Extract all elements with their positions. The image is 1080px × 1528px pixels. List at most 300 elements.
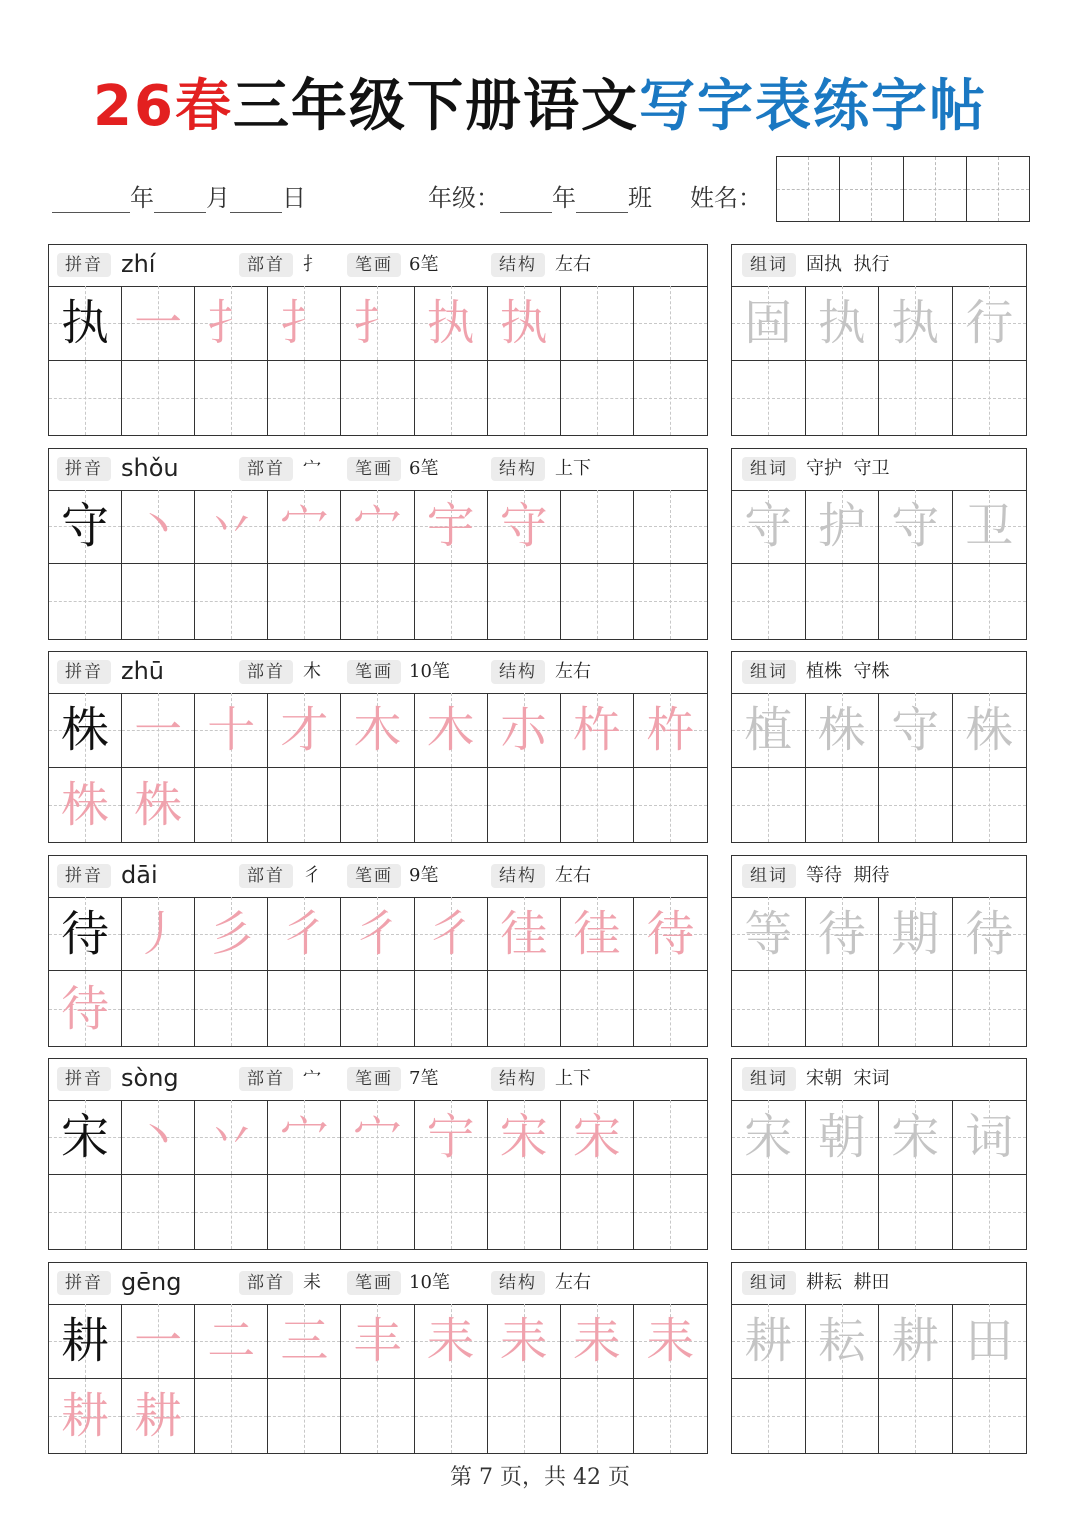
stroke-step-cell[interactable] xyxy=(341,897,414,972)
words-block xyxy=(731,855,1027,1047)
stroke-step-cell[interactable] xyxy=(268,897,341,972)
words-header xyxy=(732,1263,1026,1305)
writing-cell[interactable] xyxy=(634,564,707,639)
stroke-step-cell[interactable] xyxy=(122,768,195,843)
trace-word-cell[interactable] xyxy=(879,490,953,565)
trace-word-cell[interactable] xyxy=(806,1304,880,1379)
pinyin-value: zhí xyxy=(121,250,156,278)
stroke-step-cell[interactable] xyxy=(415,1304,488,1379)
writing-cell[interactable] xyxy=(415,768,488,843)
stroke-step-cell[interactable] xyxy=(634,1304,707,1379)
stroke-step-cell[interactable] xyxy=(488,1100,561,1175)
writing-cell[interactable] xyxy=(488,1175,561,1250)
writing-cell[interactable] xyxy=(561,971,634,1046)
stroke-step-cell[interactable] xyxy=(195,1304,268,1379)
char-info-header xyxy=(49,856,707,898)
words-grid xyxy=(732,1100,1026,1249)
character-glyph: 二 xyxy=(207,1312,256,1369)
structure-tag: 结构 xyxy=(491,1271,545,1295)
character-glyph: 守 xyxy=(891,701,940,758)
stroke-step-cell[interactable] xyxy=(195,1100,268,1175)
trace-word-cell[interactable] xyxy=(732,490,806,565)
character-glyph: 杵 xyxy=(572,701,621,758)
character-glyph: 词 xyxy=(965,1109,1014,1166)
writing-cell[interactable] xyxy=(634,971,707,1046)
writing-cell[interactable] xyxy=(634,361,707,436)
pinyin-value: shǒu xyxy=(121,453,179,482)
writing-cell[interactable] xyxy=(561,490,634,565)
trace-word-cell[interactable] xyxy=(953,897,1027,972)
strokes-value: 10笔 xyxy=(409,661,450,683)
trace-word-cell[interactable] xyxy=(732,693,806,768)
character-glyph: 执 xyxy=(499,294,548,351)
trace-word-cell[interactable] xyxy=(806,1100,880,1175)
character-glyph: 待 xyxy=(61,980,110,1037)
stroke-step-cell[interactable] xyxy=(122,693,195,768)
stroke-step-cell[interactable] xyxy=(488,1304,561,1379)
radical-value: 宀 xyxy=(303,1068,321,1090)
writing-cell[interactable] xyxy=(488,768,561,843)
day-blank[interactable] xyxy=(230,186,282,213)
writing-cell[interactable] xyxy=(953,361,1027,436)
stroke-step-cell[interactable] xyxy=(561,693,634,768)
character-glyph: 耕 xyxy=(891,1312,940,1369)
words-block xyxy=(731,1058,1027,1250)
writing-cell[interactable] xyxy=(806,1379,880,1454)
words-value: 固执 执行 xyxy=(806,254,890,275)
char-block xyxy=(48,1058,708,1250)
name-boxes[interactable] xyxy=(776,156,1030,222)
writing-cell[interactable] xyxy=(806,971,880,1046)
writing-cell[interactable] xyxy=(806,361,880,436)
character-glyph: 耒 xyxy=(426,1312,475,1369)
stroke-step-cell[interactable] xyxy=(415,897,488,972)
writing-cell[interactable] xyxy=(268,768,341,843)
trace-word-cell[interactable] xyxy=(732,286,806,361)
radical-value: 木 xyxy=(303,661,321,683)
stroke-step-cell[interactable] xyxy=(195,490,268,565)
writing-cell[interactable] xyxy=(341,971,414,1046)
strokes-tag: 笔画 xyxy=(347,864,401,888)
stroke-step-cell[interactable] xyxy=(122,897,195,972)
stroke-step-cell[interactable] xyxy=(634,693,707,768)
day-label: 日 xyxy=(282,184,306,212)
words-value: 宋朝 宋词 xyxy=(806,1068,890,1090)
character-glyph: 待 xyxy=(61,905,110,962)
character-glyph: 彳 xyxy=(353,905,402,962)
writing-cell[interactable] xyxy=(879,1175,953,1250)
writing-cell[interactable] xyxy=(122,361,195,436)
trace-word-cell[interactable] xyxy=(953,1304,1027,1379)
structure-value: 左右 xyxy=(555,254,591,275)
character-glyph: 执 xyxy=(426,294,475,351)
structure-value: 上下 xyxy=(555,457,591,479)
writing-cell[interactable] xyxy=(195,768,268,843)
words-header xyxy=(732,856,1026,898)
stroke-step-cell[interactable] xyxy=(415,1100,488,1175)
stroke-step-cell[interactable] xyxy=(268,693,341,768)
trace-word-cell[interactable] xyxy=(732,1100,806,1175)
writing-cell[interactable] xyxy=(806,564,880,639)
words-grid xyxy=(732,897,1026,1046)
character-glyph: 才 xyxy=(280,701,329,758)
character-glyph: 等 xyxy=(744,905,793,962)
strokes-tag: 笔画 xyxy=(347,457,401,481)
trace-word-cell[interactable] xyxy=(806,897,880,972)
stroke-step-cell[interactable] xyxy=(488,897,561,972)
character-glyph: 十 xyxy=(207,701,256,758)
character-glyph: 扌 xyxy=(207,294,256,351)
character-glyph: 固 xyxy=(744,294,793,351)
char-info-header xyxy=(49,449,707,491)
radical-tag: 部首 xyxy=(239,457,293,481)
name-box[interactable] xyxy=(840,157,903,221)
character-glyph: 徍 xyxy=(572,905,621,962)
title-part1: 26春 xyxy=(93,74,233,139)
writing-cell[interactable] xyxy=(415,1175,488,1250)
writing-cell[interactable] xyxy=(561,768,634,843)
char-block xyxy=(48,651,708,843)
writing-cell[interactable] xyxy=(732,971,806,1046)
strokes-tag: 笔画 xyxy=(347,253,401,277)
trace-word-cell[interactable] xyxy=(953,490,1027,565)
character-glyph: 三 xyxy=(280,1312,329,1369)
radical-value: 耒 xyxy=(303,1272,321,1293)
stroke-step-cell[interactable] xyxy=(122,1100,195,1175)
writing-cell[interactable] xyxy=(561,1175,634,1250)
pinyin-tag: 拼音 xyxy=(57,253,111,277)
character-glyph: 株 xyxy=(134,776,183,833)
stroke-step-cell[interactable] xyxy=(341,1304,414,1379)
writing-cell[interactable] xyxy=(634,1100,707,1175)
writing-cell[interactable] xyxy=(732,1379,806,1454)
char-block xyxy=(48,855,708,1047)
name-label: 姓名： xyxy=(690,184,762,212)
trace-word-cell[interactable] xyxy=(806,286,880,361)
character-glyph: 宀 xyxy=(353,1109,402,1166)
writing-cell[interactable] xyxy=(806,768,880,843)
stroke-step-cell[interactable] xyxy=(341,1100,414,1175)
title-part2: 三年级下册语文 xyxy=(232,74,639,139)
character-glyph: 朝 xyxy=(817,1109,866,1166)
character-glyph: 守 xyxy=(499,498,548,555)
writing-cell[interactable] xyxy=(195,1175,268,1250)
character-glyph: 彡 xyxy=(207,905,256,962)
writing-cell[interactable] xyxy=(268,361,341,436)
writing-cell[interactable] xyxy=(953,971,1027,1046)
writing-cell[interactable] xyxy=(634,1175,707,1250)
model-character[interactable] xyxy=(49,1100,122,1175)
character-glyph: 守 xyxy=(744,498,793,555)
writing-cell[interactable] xyxy=(195,361,268,436)
writing-cell[interactable] xyxy=(268,971,341,1046)
stroke-step-cell[interactable] xyxy=(415,490,488,565)
model-character[interactable] xyxy=(49,897,122,972)
character-glyph: 耒 xyxy=(572,1312,621,1369)
name-box[interactable] xyxy=(967,157,1029,221)
trace-word-cell[interactable] xyxy=(879,897,953,972)
words-grid xyxy=(732,286,1026,435)
pinyin-tag: 拼音 xyxy=(57,457,111,481)
pinyin-tag: 拼音 xyxy=(57,1067,111,1091)
date-fields xyxy=(52,178,306,213)
structure-value: 上下 xyxy=(555,1068,591,1090)
title-part3: 写字表练字帖 xyxy=(638,74,987,139)
stroke-step-cell[interactable] xyxy=(268,490,341,565)
strokes-tag: 笔画 xyxy=(347,1271,401,1295)
trace-word-cell[interactable] xyxy=(806,490,880,565)
character-glyph: 宀 xyxy=(280,1109,329,1166)
writing-cell[interactable] xyxy=(341,1175,414,1250)
radical-tag: 部首 xyxy=(239,1067,293,1091)
character-glyph: 株 xyxy=(61,776,110,833)
character-glyph: 守 xyxy=(891,498,940,555)
character-glyph: 木 xyxy=(426,701,475,758)
year-blank[interactable] xyxy=(52,186,130,213)
trace-word-cell[interactable] xyxy=(732,1304,806,1379)
writing-cell[interactable] xyxy=(561,564,634,639)
stroke-step-cell[interactable] xyxy=(122,1304,195,1379)
stroke-step-cell[interactable] xyxy=(488,490,561,565)
writing-cell[interactable] xyxy=(806,1175,880,1250)
pinyin-value: dāi xyxy=(121,860,158,889)
stroke-step-cell[interactable] xyxy=(634,897,707,972)
character-glyph: 行 xyxy=(965,294,1014,351)
char-info-header xyxy=(49,245,707,287)
practice-grid xyxy=(49,490,707,639)
writing-cell[interactable] xyxy=(634,1379,707,1454)
character-glyph: 丷 xyxy=(207,1109,256,1166)
stroke-step-cell[interactable] xyxy=(268,1304,341,1379)
structure-tag: 结构 xyxy=(491,457,545,481)
writing-cell[interactable] xyxy=(488,361,561,436)
stroke-step-cell[interactable] xyxy=(122,286,195,361)
stroke-step-cell[interactable] xyxy=(341,693,414,768)
month-blank[interactable] xyxy=(154,186,206,213)
radical-value: 宀 xyxy=(303,457,321,479)
writing-cell[interactable] xyxy=(879,1379,953,1454)
structure-value: 左右 xyxy=(555,864,591,886)
writing-cell[interactable] xyxy=(341,1379,414,1454)
stroke-step-cell[interactable] xyxy=(415,693,488,768)
words-block xyxy=(731,651,1027,843)
character-glyph: 宇 xyxy=(426,498,475,555)
character-glyph: 徍 xyxy=(499,905,548,962)
writing-cell[interactable] xyxy=(49,564,122,639)
stroke-step-cell[interactable] xyxy=(49,971,122,1046)
stroke-step-cell[interactable] xyxy=(195,897,268,972)
stroke-step-cell[interactable] xyxy=(268,286,341,361)
writing-cell[interactable] xyxy=(488,1379,561,1454)
stroke-step-cell[interactable] xyxy=(488,286,561,361)
writing-cell[interactable] xyxy=(122,971,195,1046)
stroke-step-cell[interactable] xyxy=(415,286,488,361)
pinyin-value: gēng xyxy=(121,1268,182,1296)
writing-cell[interactable] xyxy=(488,971,561,1046)
practice-grid xyxy=(49,693,707,842)
words-tag: 组词 xyxy=(742,253,796,277)
trace-word-cell[interactable] xyxy=(879,693,953,768)
writing-cell[interactable] xyxy=(268,1175,341,1250)
character-glyph: 朩 xyxy=(499,701,548,758)
writing-cell[interactable] xyxy=(732,768,806,843)
words-value: 耕耘 耕田 xyxy=(806,1272,890,1293)
character-glyph: 一 xyxy=(134,294,183,351)
character-glyph: 耘 xyxy=(817,1312,866,1369)
practice-grid xyxy=(49,286,707,435)
strokes-value: 9笔 xyxy=(409,864,439,886)
character-glyph: 执 xyxy=(891,294,940,351)
writing-cell[interactable] xyxy=(634,768,707,843)
writing-cell[interactable] xyxy=(561,286,634,361)
char-block xyxy=(48,448,708,640)
stroke-step-cell[interactable] xyxy=(122,1379,195,1454)
page-title xyxy=(0,72,1080,142)
trace-word-cell[interactable] xyxy=(879,286,953,361)
grade-label: 年级： xyxy=(428,184,500,212)
writing-cell[interactable] xyxy=(561,1379,634,1454)
writing-cell[interactable] xyxy=(415,361,488,436)
trace-word-cell[interactable] xyxy=(806,693,880,768)
model-character[interactable] xyxy=(49,286,122,361)
trace-word-cell[interactable] xyxy=(953,1100,1027,1175)
writing-cell[interactable] xyxy=(415,971,488,1046)
character-glyph: 扌 xyxy=(353,294,402,351)
writing-cell[interactable] xyxy=(732,361,806,436)
writing-cell[interactable] xyxy=(195,971,268,1046)
writing-cell[interactable] xyxy=(732,564,806,639)
stroke-step-cell[interactable] xyxy=(49,768,122,843)
trace-word-cell[interactable] xyxy=(879,1100,953,1175)
character-glyph: 期 xyxy=(891,905,940,962)
stroke-step-cell[interactable] xyxy=(561,1304,634,1379)
character-glyph: 执 xyxy=(817,294,866,351)
writing-cell[interactable] xyxy=(879,971,953,1046)
writing-cell[interactable] xyxy=(49,361,122,436)
grade-year-label: 年 xyxy=(552,184,576,212)
writing-cell[interactable] xyxy=(953,1379,1027,1454)
writing-cell[interactable] xyxy=(415,564,488,639)
character-glyph: 耒 xyxy=(646,1312,695,1369)
words-block xyxy=(731,448,1027,640)
writing-cell[interactable] xyxy=(953,564,1027,639)
stroke-step-cell[interactable] xyxy=(561,1100,634,1175)
radical-value: 扌 xyxy=(303,254,321,275)
writing-cell[interactable] xyxy=(732,1175,806,1250)
writing-cell[interactable] xyxy=(268,1379,341,1454)
stroke-step-cell[interactable] xyxy=(341,490,414,565)
strokes-value: 10笔 xyxy=(409,1272,450,1293)
model-character[interactable] xyxy=(49,693,122,768)
trace-word-cell[interactable] xyxy=(879,1304,953,1379)
writing-cell[interactable] xyxy=(268,564,341,639)
stroke-step-cell[interactable] xyxy=(122,490,195,565)
writing-cell[interactable] xyxy=(634,490,707,565)
character-glyph: 彳 xyxy=(280,905,329,962)
stroke-step-cell[interactable] xyxy=(195,286,268,361)
trace-word-cell[interactable] xyxy=(953,693,1027,768)
character-glyph: 田 xyxy=(965,1312,1014,1369)
writing-cell[interactable] xyxy=(953,1175,1027,1250)
character-glyph: 植 xyxy=(744,701,793,758)
writing-cell[interactable] xyxy=(953,768,1027,843)
character-glyph: 一 xyxy=(134,701,183,758)
words-value: 植株 守株 xyxy=(806,661,890,683)
trace-word-cell[interactable] xyxy=(953,286,1027,361)
model-character[interactable] xyxy=(49,490,122,565)
pinyin-tag: 拼音 xyxy=(57,660,111,684)
writing-cell[interactable] xyxy=(488,564,561,639)
writing-cell[interactable] xyxy=(49,1175,122,1250)
character-glyph: 株 xyxy=(965,701,1014,758)
writing-cell[interactable] xyxy=(561,361,634,436)
writing-cell[interactable] xyxy=(195,1379,268,1454)
writing-cell[interactable] xyxy=(634,286,707,361)
writing-cell[interactable] xyxy=(341,564,414,639)
radical-tag: 部首 xyxy=(239,1271,293,1295)
character-glyph: 丰 xyxy=(353,1312,402,1369)
character-glyph: 一 xyxy=(134,1312,183,1369)
pinyin-value: zhū xyxy=(121,657,165,686)
writing-cell[interactable] xyxy=(415,1379,488,1454)
stroke-step-cell[interactable] xyxy=(561,897,634,972)
words-value: 等待 期待 xyxy=(806,864,890,886)
character-glyph: 护 xyxy=(817,498,866,555)
model-character[interactable] xyxy=(49,1304,122,1379)
character-glyph: 待 xyxy=(965,905,1014,962)
page-footer: 第 7 页，共 42 页 xyxy=(450,1465,630,1490)
grade-year-blank[interactable] xyxy=(500,186,552,213)
char-info-header xyxy=(49,652,707,694)
character-glyph: 执 xyxy=(61,294,110,351)
stroke-step-cell[interactable] xyxy=(195,693,268,768)
character-glyph: 耕 xyxy=(61,1312,110,1369)
name-box[interactable] xyxy=(904,157,967,221)
structure-tag: 结构 xyxy=(491,660,545,684)
writing-cell[interactable] xyxy=(879,768,953,843)
stroke-step-cell[interactable] xyxy=(488,693,561,768)
character-glyph: 丶 xyxy=(134,498,183,555)
words-tag: 组词 xyxy=(742,864,796,888)
character-glyph: 宀 xyxy=(280,498,329,555)
writing-cell[interactable] xyxy=(879,564,953,639)
character-glyph: 耕 xyxy=(134,1387,183,1444)
words-grid xyxy=(732,490,1026,639)
stroke-step-cell[interactable] xyxy=(268,1100,341,1175)
character-glyph: 扌 xyxy=(280,294,329,351)
writing-cell[interactable] xyxy=(122,1175,195,1250)
stroke-step-cell[interactable] xyxy=(341,286,414,361)
month-label: 月 xyxy=(206,184,230,212)
writing-cell[interactable] xyxy=(341,768,414,843)
writing-cell[interactable] xyxy=(341,361,414,436)
character-glyph: 株 xyxy=(61,701,110,758)
writing-cell[interactable] xyxy=(879,361,953,436)
name-box[interactable] xyxy=(777,157,840,221)
writing-cell[interactable] xyxy=(122,564,195,639)
words-tag: 组词 xyxy=(742,660,796,684)
words-header xyxy=(732,449,1026,491)
character-glyph: 耕 xyxy=(744,1312,793,1369)
stroke-step-cell[interactable] xyxy=(49,1379,122,1454)
words-value: 守护 守卫 xyxy=(806,457,890,479)
char-block xyxy=(48,1262,708,1454)
grade-fields xyxy=(428,178,652,213)
writing-cell[interactable] xyxy=(195,564,268,639)
character-glyph: 宁 xyxy=(426,1109,475,1166)
grade-class-blank[interactable] xyxy=(576,186,628,213)
trace-word-cell[interactable] xyxy=(732,897,806,972)
